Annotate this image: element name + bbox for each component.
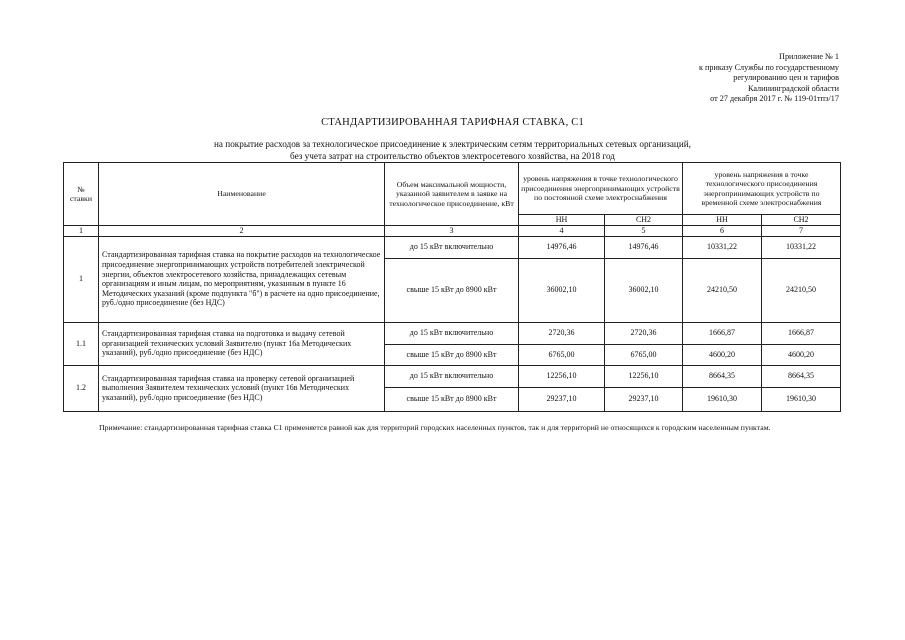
- rate-name: Стандартизированная тарифная ставка на проверку сетевой организацией выполнения Заявителем технических условий (пункт 16в Методических указаний), руб./одно присоединение (без НДС): [99, 365, 385, 411]
- value-cell: 36002,10: [519, 258, 605, 322]
- header-temporary-scheme: уровень напряжения в точке технологического присоединения энергопринимающих устройств по временной схеме электроснабжения: [683, 163, 841, 215]
- header-num: № ставки: [64, 163, 99, 226]
- value-cell: 8664,35: [683, 365, 762, 387]
- column-number: 6: [683, 226, 762, 237]
- column-number: 7: [762, 226, 841, 237]
- column-number: 3: [385, 226, 519, 237]
- table-row: [64, 236, 841, 258]
- header-power: Объем максимальной мощности, указанной заявителем в заявке на технологическое присоединение, кВт: [385, 163, 519, 226]
- value-cell: 12256,10: [519, 365, 605, 387]
- value-cell: 10331,22: [762, 236, 841, 258]
- rate-name: Стандартизированная тарифная ставка на покрытие расходов на технологическое присоединение энергопринимающих устройств потребителей электрической энергии, объектов электросетевого хозяйства, принадлежащих сетевым организациям и иным лицам, по мероприятиям, указанным в пункте 16 Методических указаний (кроме подпункта "б") в расчете на одно присоединение, руб./одно присоединение (без НДС): [99, 236, 385, 322]
- header-sn2: СН2: [605, 215, 683, 226]
- power-range: свыше 15 кВт до 8900 кВт: [385, 387, 519, 411]
- appendix-line: регулированию цен и тарифов: [733, 73, 839, 83]
- appendix-line: от 27 декабря 2017 г. № 119-01тпэ/17: [710, 94, 839, 104]
- rate-number: 1: [64, 236, 99, 322]
- power-range: до 15 кВт включительно: [385, 236, 519, 258]
- column-number: 2: [99, 226, 385, 237]
- value-cell: 4600,20: [683, 344, 762, 365]
- tariff-table: [63, 162, 841, 412]
- value-cell: 29237,10: [605, 387, 683, 411]
- table-note: Примечание: стандартизированная тарифная ставка С1 применяется равной как для территорий городских населенных пунктов, так и для территорий не относящихся к городским населенным пунктам.: [99, 423, 771, 432]
- power-range: до 15 кВт включительно: [385, 322, 519, 344]
- subtitle-line-1: на покрытие расходов за технологическое присоединение к электрическим сетям территориальных сетевых организаций,: [214, 139, 691, 149]
- table-row: [64, 322, 841, 344]
- header-nn: НН: [683, 215, 762, 226]
- value-cell: 2720,36: [519, 322, 605, 344]
- header-sn2: СН2: [762, 215, 841, 226]
- power-range: свыше 15 кВт до 8900 кВт: [385, 258, 519, 322]
- table-row: [64, 365, 841, 387]
- value-cell: 2720,36: [605, 322, 683, 344]
- column-number: 5: [605, 226, 683, 237]
- value-cell: 14976,46: [605, 236, 683, 258]
- value-cell: 14976,46: [519, 236, 605, 258]
- value-cell: 4600,20: [762, 344, 841, 365]
- value-cell: 29237,10: [519, 387, 605, 411]
- value-cell: 10331,22: [683, 236, 762, 258]
- value-cell: 1666,87: [762, 322, 841, 344]
- value-cell: 12256,10: [605, 365, 683, 387]
- subtitle-line-2: без учета затрат на строительство объектов электросетевого хозяйства, на 2018 год: [290, 151, 615, 161]
- value-cell: 36002,10: [605, 258, 683, 322]
- value-cell: 1666,87: [683, 322, 762, 344]
- rate-number: 1.1: [64, 322, 99, 365]
- rate-number: 1.2: [64, 365, 99, 411]
- column-number: 1: [64, 226, 99, 237]
- document-subtitle: [0, 138, 905, 162]
- appendix-line: к приказу Службы по государственному: [699, 62, 839, 72]
- value-cell: 6765,00: [605, 344, 683, 365]
- value-cell: 8664,35: [762, 365, 841, 387]
- column-number: 4: [519, 226, 605, 237]
- column-number-row: [64, 226, 841, 237]
- appendix-line: Приложение № 1: [779, 52, 839, 61]
- appendix-line: Калининградской области: [747, 83, 839, 93]
- value-cell: 24210,50: [762, 258, 841, 322]
- value-cell: 19610,30: [762, 387, 841, 411]
- value-cell: 24210,50: [683, 258, 762, 322]
- appendix-block: [639, 52, 839, 105]
- document-title: СТАНДАРТИЗИРОВАННАЯ ТАРИФНАЯ СТАВКА, С1: [321, 117, 584, 128]
- header-permanent-scheme: уровень напряжения в точке технологического присоединения энергопринимающих устройств по постоянной схеме электроснабжения: [519, 163, 683, 215]
- header-name: Наименование: [99, 163, 385, 226]
- value-cell: 19610,30: [683, 387, 762, 411]
- header-nn: НН: [519, 215, 605, 226]
- power-range: свыше 15 кВт до 8900 кВт: [385, 344, 519, 365]
- power-range: до 15 кВт включительно: [385, 365, 519, 387]
- value-cell: 6765,00: [519, 344, 605, 365]
- rate-name: Стандартизированная тарифная ставка на подготовка и выдачу сетевой организацией технических условий Заявителю (пункт 16а Методических указаний), руб./одно присоединение (без НДС): [99, 322, 385, 365]
